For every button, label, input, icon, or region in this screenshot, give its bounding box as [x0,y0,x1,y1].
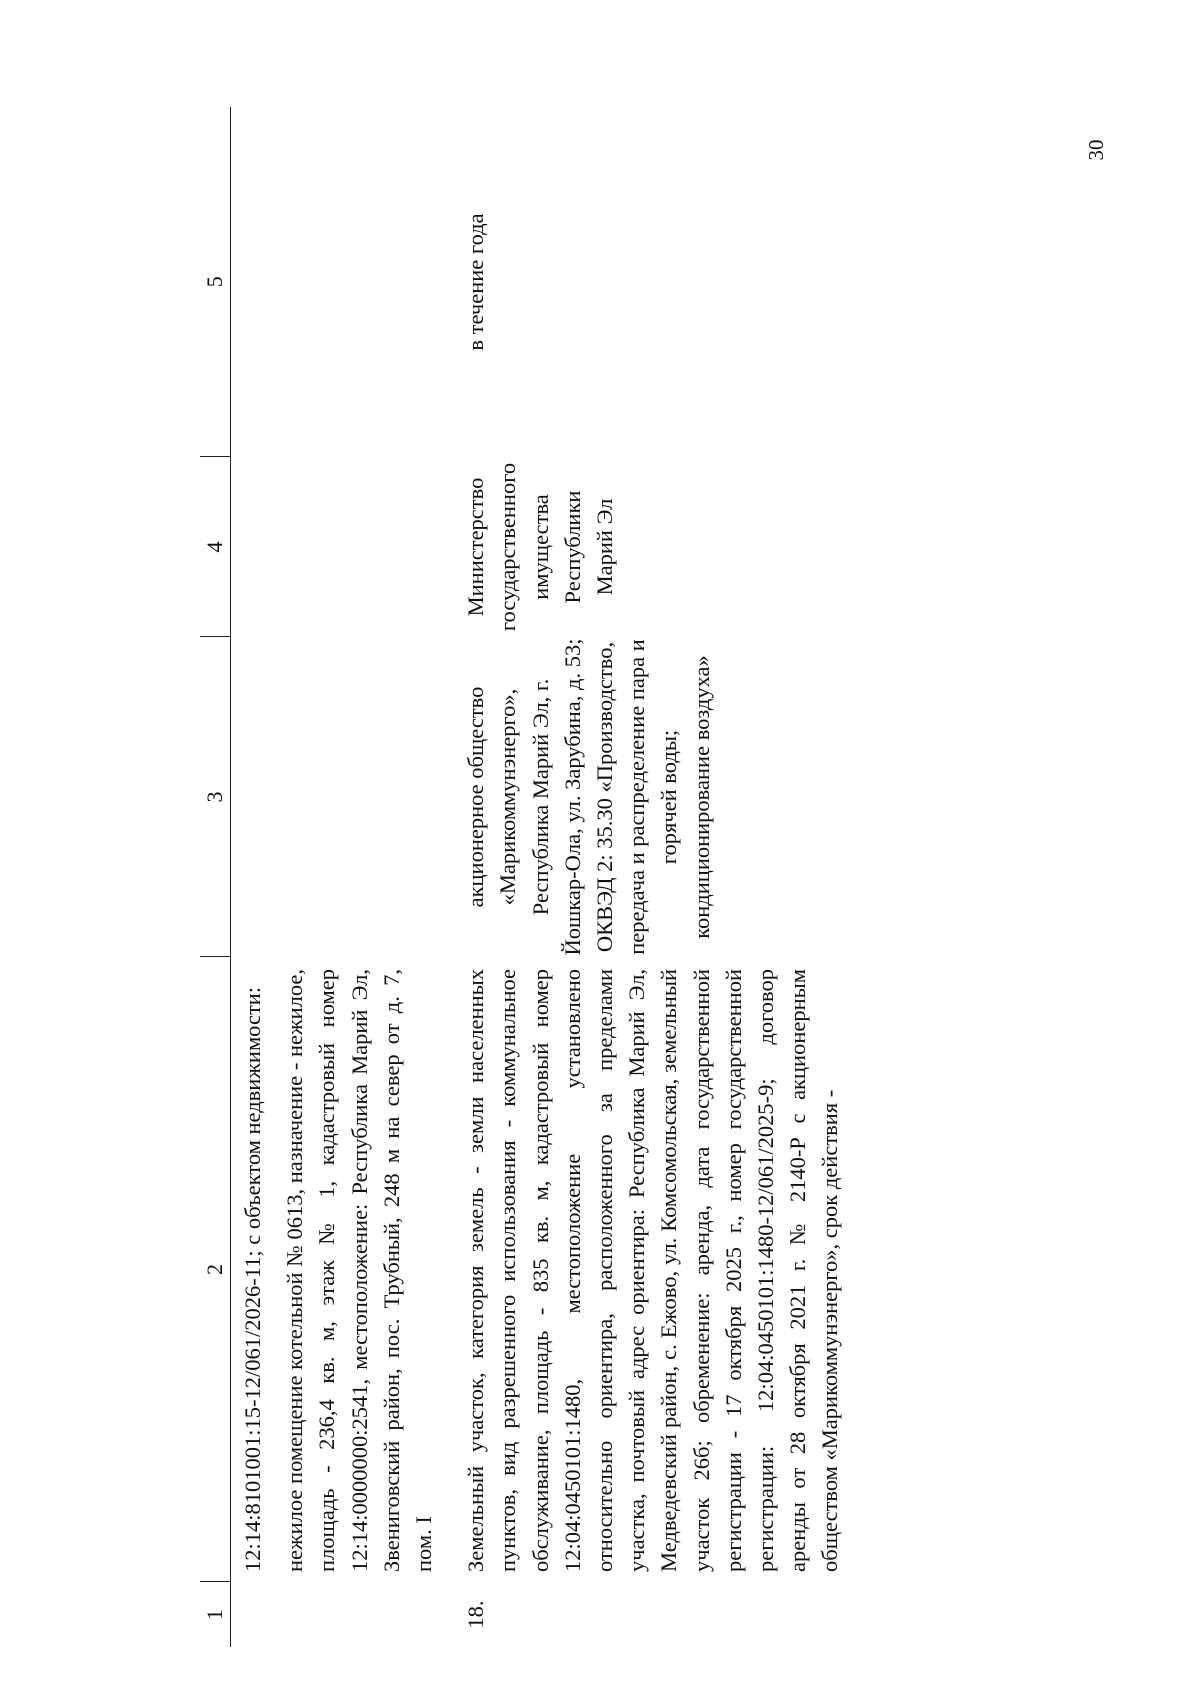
row-number [231,1582,441,1647]
header-row [200,107,231,1647]
term-cell [231,107,441,457]
header-col-2: 2 [200,957,231,1582]
description-paragraph: 12:14:8101001:15-12/061/2026-11; с объектом недвижимости: [240,986,265,1572]
authority-cell [231,457,441,637]
table-row-18 [454,107,846,1647]
row-number: 18. [463,1600,489,1629]
description-paragraph: нежилое помещение котельной № 0613, назначение - нежилое, площадь - 236,4 кв. м, этаж № 1, кадастровый номер 12:14:0000000:2541, местоположение: Республика Марий Эл, Звениговский район, пос. Трубный, 248 м на север от д. 7, пом. I [282,969,437,1572]
term-cell: в течение года [463,213,489,351]
property-table [200,107,847,1647]
header-col-1: 1 [200,1582,231,1647]
header-col-5: 5 [200,107,231,457]
authority-cell: Министерство государственного имущества Республики Марий Эл [463,462,618,632]
header-col-4: 4 [200,457,231,637]
table-row-continued [231,107,441,1647]
rotated-page [200,107,1200,1647]
property-description [231,957,441,1582]
row-gap [440,107,454,1647]
page-number: 30 [1083,139,1108,161]
holder-cell: акционерное общество «Марикоммунэнерго», Республика Марий Эл, г. Йошкар-Ола, ул. Зарубина, д. 53; ОКВЭД 2: 35.30 «Производство, передача и распределение пара и горячей воды; кондиционирование воздуха» [463,638,714,956]
header-col-3: 3 [200,637,231,957]
holder-cell [231,637,441,957]
property-description: Земельный участок, категория земель - земли населенных пунктов, вид разрешенного использования - коммунальное обслуживание, площадь - 835 кв. м, кадастровый номер 12:04:0450101:1480, местоположение установлено относительно ориентира, расположенного за пределами участка, почтовый адрес ориентира: Республика Марий Эл, Медведевский район, с. Ежово, ул. Комсомольская, земельный участок 26б; обременение: аренда, дата государственной регистрации - 17 октября 2025 г., номер государственной регистрации: 12:04:0450101:1480-12/061/2025-9; договор аренды от 28 октября 2021 г. № 2140-Р с акционерным обществом «Марикоммунэнерго», срок действия - [463,969,843,1572]
